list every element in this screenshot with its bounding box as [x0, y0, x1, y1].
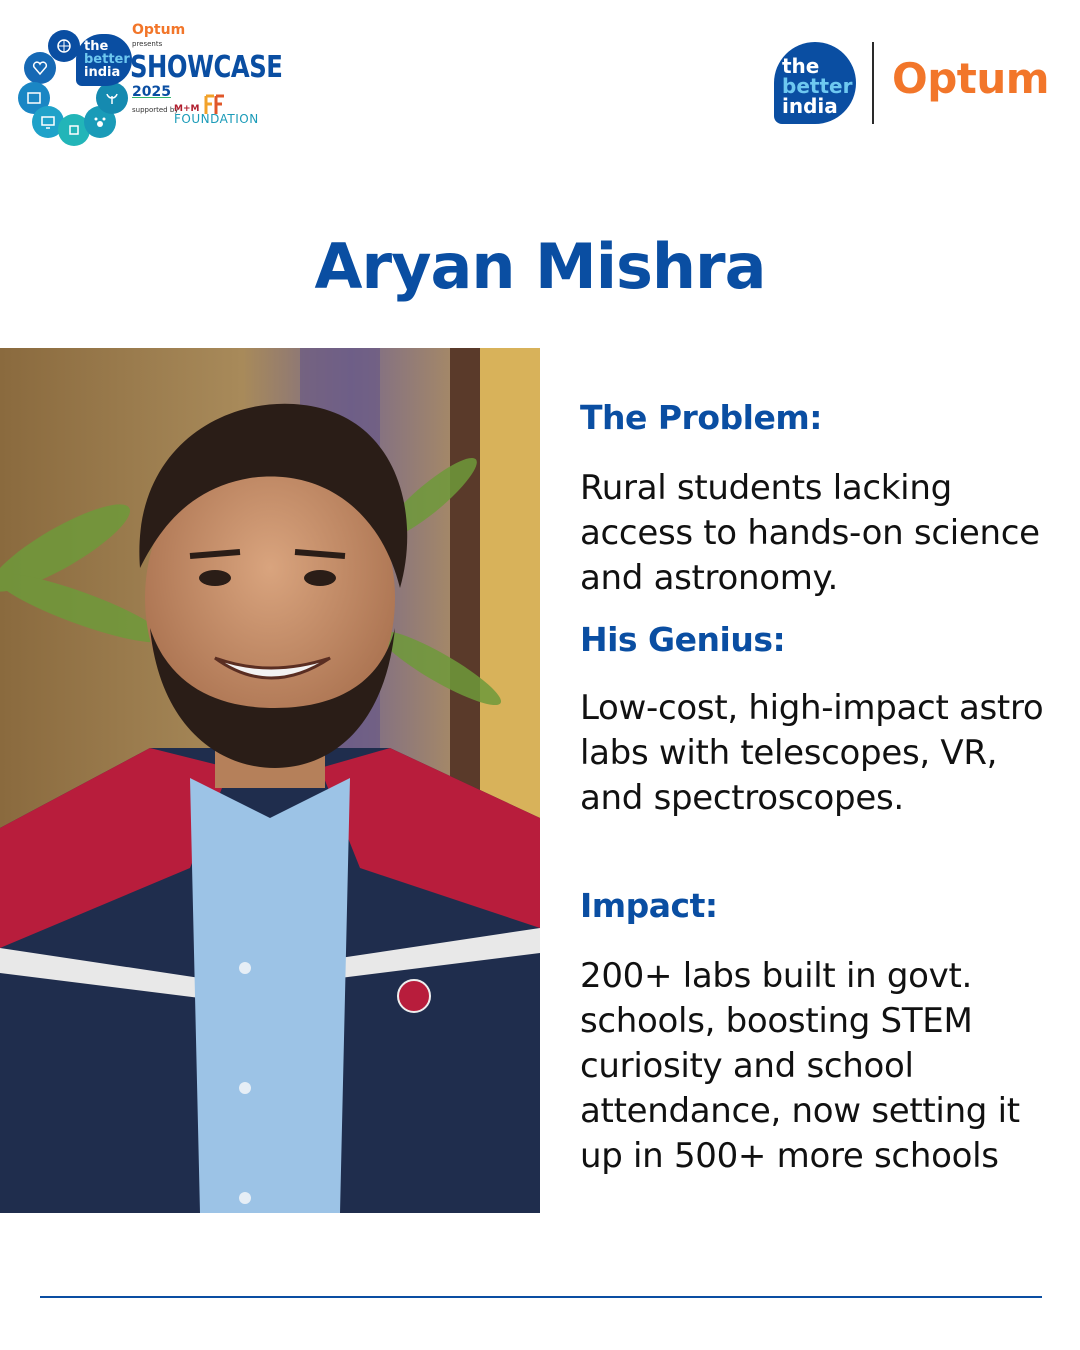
partner-mark: M+M — [174, 104, 200, 114]
portrait-photo — [0, 348, 540, 1213]
the-better-india-logo — [774, 42, 856, 124]
genius-heading: His Genius: — [580, 620, 786, 659]
optum-logo: Optum — [892, 54, 1050, 103]
portrait-illustration — [0, 348, 540, 1213]
logo-line-1: the — [782, 54, 820, 78]
genius-text: Low-cost, high-impact astro labs with telescopes, VR, and spectroscopes. — [580, 688, 1044, 818]
logo-line-2: better — [782, 74, 853, 98]
bottom-divider — [40, 1296, 1042, 1298]
showcase-title: SHOWCASE — [130, 50, 283, 85]
badge-line-2: better — [84, 52, 130, 67]
petal-heart-icon — [24, 52, 56, 84]
showcase-year: 2025 — [132, 84, 171, 100]
foundation-f-icon — [202, 94, 228, 116]
the-better-india-badge-small — [76, 34, 132, 86]
problem-text: Rural students lacking access to hands-on science and astronomy. — [580, 468, 1040, 598]
logo-divider — [872, 42, 874, 124]
petal-plant-icon — [96, 82, 128, 114]
person-name: Aryan Mishra — [314, 230, 766, 303]
logo-line-3: india — [782, 94, 838, 118]
badge-line-3: india — [84, 65, 121, 80]
partner-name: FOUNDATION — [174, 112, 259, 126]
badge-line-1: the — [84, 39, 109, 54]
presents-label: presents — [132, 40, 163, 48]
supported-by-label: supported by — [132, 106, 179, 114]
event-sponsor: Optum — [132, 22, 186, 38]
event-logo — [18, 22, 288, 144]
impact-text: 200+ labs built in govt. schools, boosting STEM curiosity and school attendance, now setting it up in 500+ more schools — [580, 956, 1020, 1176]
impact-heading: Impact: — [580, 886, 718, 925]
problem-heading: The Problem: — [580, 398, 822, 437]
